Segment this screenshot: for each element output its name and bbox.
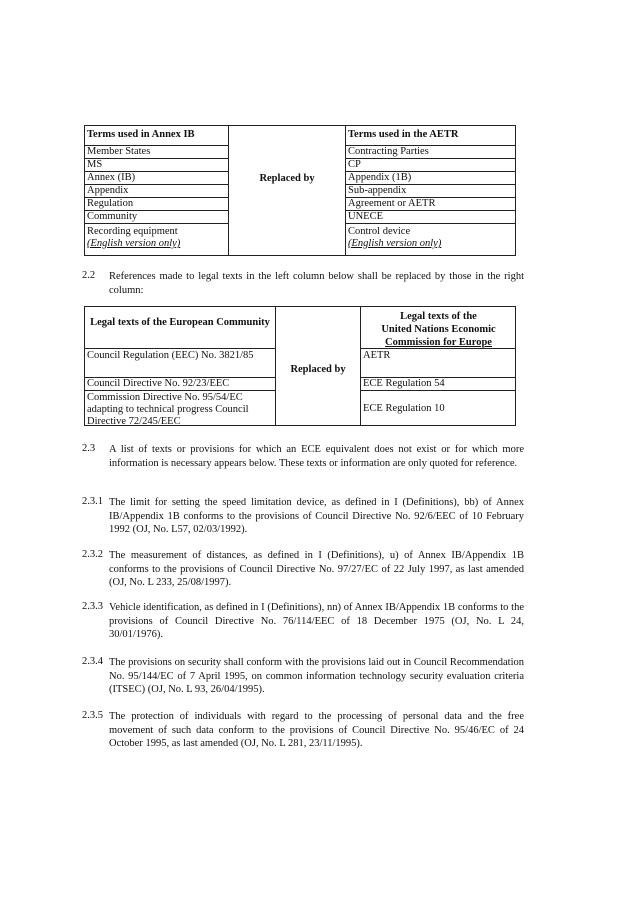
cell-note: (English version only) [348,238,442,249]
unece-legal-texts-column [360,307,516,425]
section-number: 2.3 [82,443,96,454]
replaced-by-column [276,307,360,425]
table-cell: Member States [85,146,228,159]
table-cell: Appendix [85,185,228,198]
terms-aetr-column [345,126,516,255]
header-line: Legal texts of the [400,311,477,322]
section-number: 2.3.1 [82,496,103,507]
table-cell: CP [346,159,516,172]
replaced-by-column [229,126,345,255]
section-number: 2.3.5 [82,710,103,721]
section-text: A list of texts or provisions for which an ECE equivalent does not exist or for which more information is necessary appears below. These texts or information are only quoted for reference. [109,444,524,469]
table-cell: UNECE [346,211,516,224]
cell-text: Control device [348,226,411,237]
table-cell: AETR [361,349,516,378]
section-number: 2.3.4 [82,656,103,667]
unece-legal-texts-header [361,307,516,349]
table-cell: Contracting Parties [346,146,516,159]
table-cell: Council Directive No. 92/23/EEC [85,378,275,391]
section-text: The provisions on security shall conform with the provisions laid out in Council Recommendation No. 95/144/EC of 7 April 1995, on common information technology security evaluation criteria (ITSEC) (OJ, No. L 93, 26/04/1995). [109,657,524,695]
table-cell: Commission Directive No. 95/54/EC adapting to technical progress Council Directive 72/245/EEC [87,392,249,427]
table-cell: MS [85,159,228,172]
cell-text: Recording equipment [87,226,178,237]
replaced-by-label: Replaced by [290,364,346,375]
table-cell: Community [85,211,228,224]
eu-legal-texts-header: Legal texts of the European Community [85,307,275,349]
section-number: 2.3.3 [82,601,103,612]
table-cell: Agreement or AETR [346,198,516,211]
terms-table [84,125,516,256]
table-cell: ECE Regulation 54 [361,378,516,391]
section-text: Vehicle identification, as defined in I (Definitions), nn) of Annex IB/Appendix 1B conforms to the provisions of Council Directive No. 76/114/EEC of 18 December 1975 (OJ, No. L 24, 30/01/1976). [109,602,524,640]
legal-texts-table [84,306,516,426]
replaced-by-label: Replaced by [259,173,315,184]
section-text: The measurement of distances, as defined in I (Definitions), u) of Annex IB/Appendix 1B conforms to the provisions of Council Directive No. 97/27/EC of 22 July 1997, as last amended (OJ, No. L 233, 25/08/1997). [109,550,524,588]
cell-note: (English version only) [87,238,181,249]
table-cell [85,224,228,254]
header-line: Commission for Europe [385,337,492,348]
table-cell: Appendix (1B) [346,172,516,185]
terms-annex-ib-header: Terms used in Annex IB [85,126,228,146]
section-number: 2.2 [82,270,96,281]
table-cell: Regulation [85,198,228,211]
section-text: References made to legal texts in the left column below shall be replaced by those in the right column: [109,271,524,296]
section-text: The protection of individuals with regard to the processing of personal data and the free movement of such data conform to the provisions of Council Directive No. 95/46/EC of 24 October 1995, as last amended (OJ, No. L 281, 23/11/1995). [109,711,524,749]
table-cell [346,224,516,254]
table-cell: Council Regulation (EEC) No. 3821/85 [85,349,275,378]
section-text: The limit for setting the speed limitation device, as defined in I (Definitions), bb) of Annex IB/Appendix 1B conforms to the provisions of Council Directive No. 92/6/EEC of 10 February 1992 (OJ, No. L57, 02/03/1992). [109,497,524,535]
table-cell: Annex (IB) [85,172,228,185]
header-line: United Nations Economic [381,324,496,335]
table-cell: ECE Regulation 10 [363,403,445,414]
terms-annex-ib-column [85,126,229,255]
eu-legal-texts-column [85,307,276,425]
terms-aetr-header: Terms used in the AETR [346,126,516,146]
section-number: 2.3.2 [82,549,103,560]
table-cell: Sub-appendix [346,185,516,198]
